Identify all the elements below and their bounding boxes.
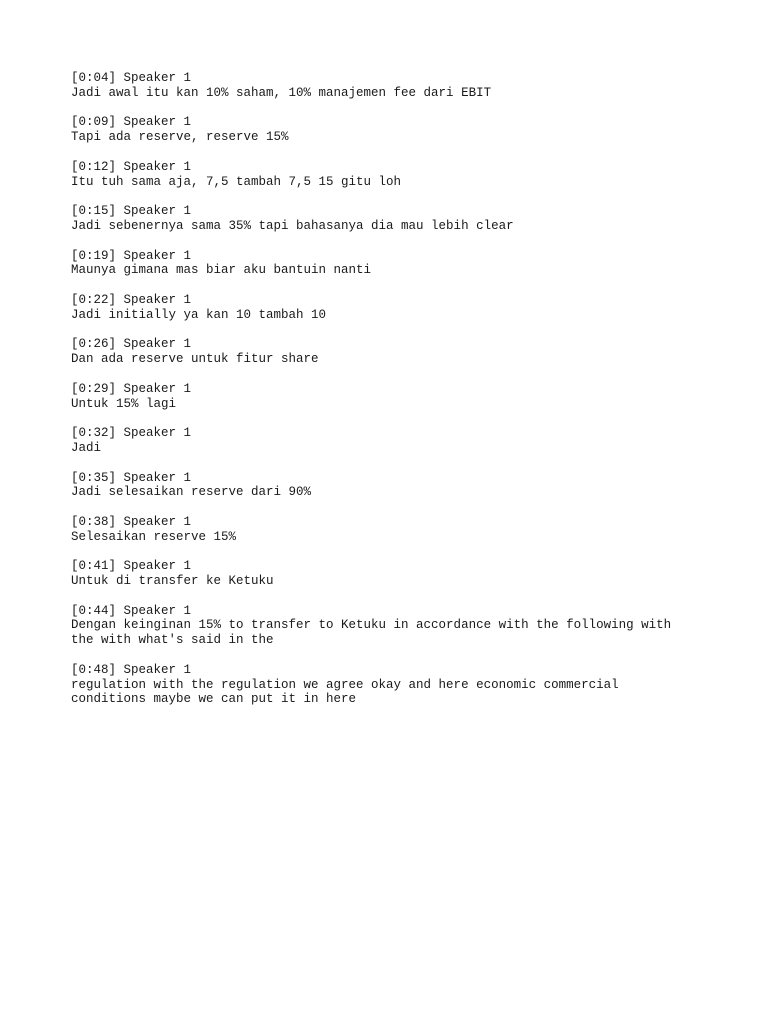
transcript-entry	[71, 663, 711, 707]
entry-header: [0:26] Speaker 1	[71, 337, 192, 352]
entry-header: [0:38] Speaker 1	[71, 514, 192, 529]
entry-text: regulation with the regulation we agree okay and here economic commercial conditions maybe we can put it in here	[71, 677, 619, 707]
transcript-entry	[71, 471, 711, 501]
entry-text: Untuk 15% lagi	[71, 396, 177, 411]
transcript-entry	[71, 71, 711, 101]
transcript-entry	[71, 426, 711, 456]
entry-header: [0:12] Speaker 1	[71, 159, 192, 174]
entry-text: Tapi ada reserve, reserve 15%	[71, 130, 289, 145]
transcript-entry	[71, 293, 711, 323]
transcript-entry	[71, 559, 711, 589]
transcript-page	[71, 71, 711, 722]
entry-text: Untuk di transfer ke Ketuku	[71, 574, 274, 589]
transcript-entry	[71, 249, 711, 279]
entry-header: [0:19] Speaker 1	[71, 248, 192, 263]
entry-header: [0:29] Speaker 1	[71, 381, 192, 396]
entry-text: Jadi initially ya kan 10 tambah 10	[71, 307, 327, 322]
entry-header: [0:09] Speaker 1	[71, 115, 192, 130]
entry-text: Jadi awal itu kan 10% saham, 10% manajemen fee dari EBIT	[71, 85, 492, 100]
transcript-entry	[71, 337, 711, 367]
entry-header: [0:41] Speaker 1	[71, 559, 192, 574]
transcript-entry	[71, 160, 711, 190]
entry-text: Jadi sebenernya sama 35% tapi bahasanya dia mau lebih clear	[71, 218, 514, 233]
entry-text: Jadi selesaikan reserve dari 90%	[71, 485, 312, 500]
entry-text: Dan ada reserve untuk fitur share	[71, 352, 319, 367]
entry-header: [0:04] Speaker 1	[71, 71, 192, 85]
entry-text: Maunya gimana mas biar aku bantuin nanti	[71, 263, 372, 278]
entry-header: [0:48] Speaker 1	[71, 662, 192, 677]
transcript-entry	[71, 204, 711, 234]
transcript-entry	[71, 515, 711, 545]
transcript-entry	[71, 604, 711, 648]
transcript-entry	[71, 115, 711, 145]
entry-text: Dengan keinginan 15% to transfer to Ketuku in accordance with the following with the with what's said in the	[71, 618, 672, 648]
entry-header: [0:22] Speaker 1	[71, 292, 192, 307]
entry-header: [0:32] Speaker 1	[71, 426, 192, 441]
entry-text: Selesaikan reserve 15%	[71, 529, 237, 544]
entry-header: [0:35] Speaker 1	[71, 470, 192, 485]
transcript-entry	[71, 382, 711, 412]
entry-text: Jadi	[71, 440, 102, 455]
entry-text: Itu tuh sama aja, 7,5 tambah 7,5 15 gitu loh	[71, 174, 402, 189]
entry-header: [0:15] Speaker 1	[71, 204, 192, 219]
entry-header: [0:44] Speaker 1	[71, 603, 192, 618]
